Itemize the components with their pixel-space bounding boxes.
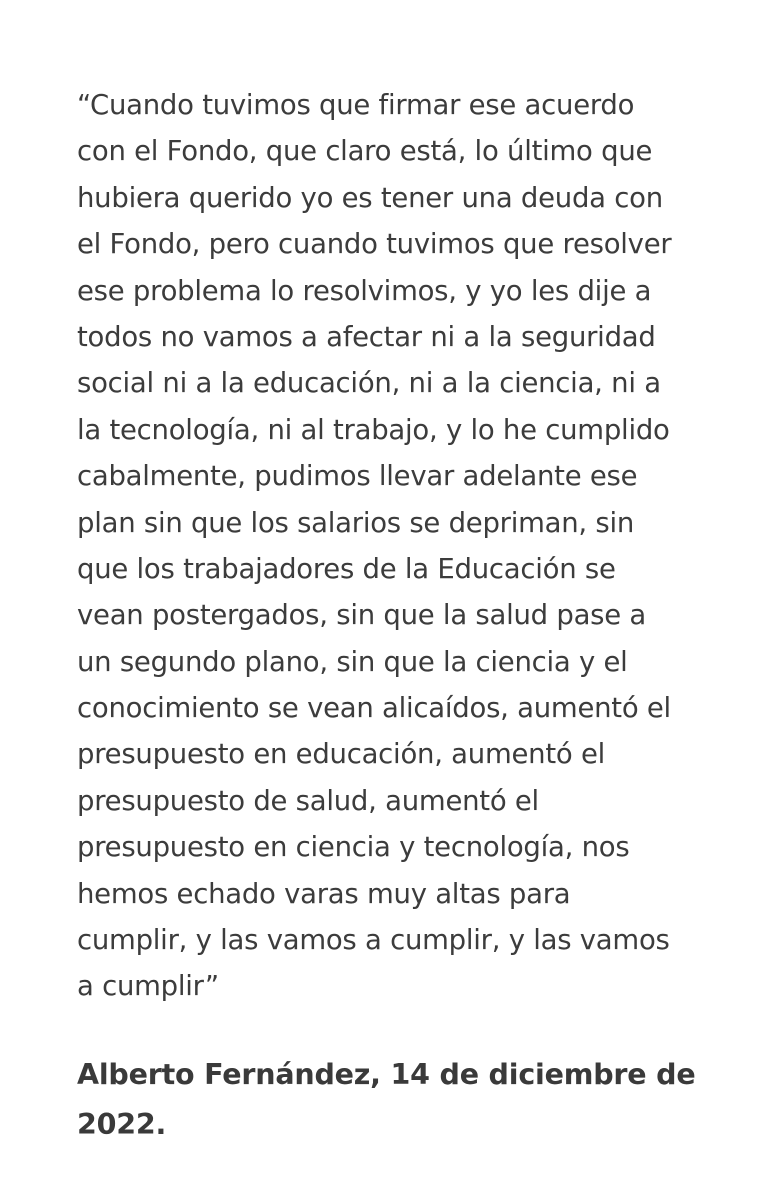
quote-line: cumplir, y las vamos a cumplir, y las vamos <box>77 924 670 957</box>
quote-line: presupuesto de salud, aumentó el <box>77 784 539 817</box>
quote-line: que los trabajadores de la Educación se <box>77 552 616 585</box>
quote-line: el Fondo, pero cuando tuvimos que resolver <box>77 228 672 261</box>
quote-line: vean postergados, sin que la salud pase a <box>77 599 647 632</box>
quote-line: con el Fondo, que claro está, lo último que <box>77 135 653 168</box>
quote-line: “Cuando tuvimos que firmar ese acuerdo <box>77 89 635 121</box>
quote-line: hubiera querido yo es tener una deuda con <box>77 181 663 214</box>
attribution-line: Alberto Fernández, 14 de diciembre de <box>77 1058 696 1091</box>
quote-line: plan sin que los salarios se depriman, sin <box>77 506 635 539</box>
attribution-line: 2022. <box>77 1108 167 1141</box>
quote-line: un segundo plano, sin que la ciencia y el <box>77 645 628 678</box>
quote-line: presupuesto en ciencia y tecnología, nos <box>77 831 630 864</box>
quote-line: conocimiento se vean alicaídos, aumentó el <box>77 692 671 725</box>
quote-line: cabalmente, pudimos llevar adelante ese <box>77 460 638 493</box>
quote-line: todos no vamos a afectar ni a la seguridad <box>77 320 656 353</box>
quote-line: la tecnología, ni al trabajo, y lo he cumplido <box>77 413 670 446</box>
quote-block <box>77 82 727 1010</box>
attribution <box>77 1050 737 1150</box>
quote-line: ese problema lo resolvimos, y yo les dije a <box>77 274 652 307</box>
quote-line: a cumplir” <box>77 970 219 1003</box>
quote-line: presupuesto en educación, aumentó el <box>77 738 606 771</box>
quote-line: hemos echado varas muy altas para <box>77 877 571 910</box>
quote-line: social ni a la educación, ni a la ciencia, ni a <box>77 367 661 400</box>
